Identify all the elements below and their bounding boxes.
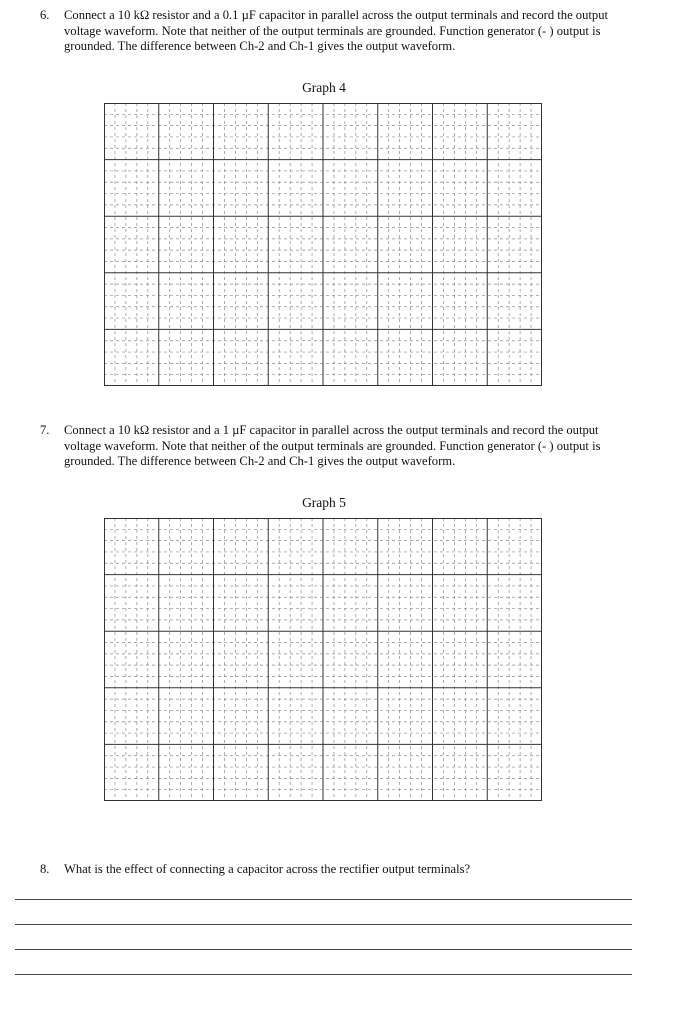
answer-line-2[interactable] [15,924,632,925]
answer-line-3[interactable] [15,949,632,950]
question-6-text: Connect a 10 kΩ resistor and a 0.1 µF capacitor in parallel across the output terminals and record the output voltage waveform. Note that neither of the output terminals are grounded. Function generator (- ) output is grounded. The difference between Ch-2 and Ch-1 gives the output waveform. [64,8,608,53]
question-7-text: Connect a 10 kΩ resistor and a 1 µF capacitor in parallel across the output terminals and record the output voltage waveform. Note that neither of the output terminals are grounded. Function generator (- ) output is grounded. The difference between Ch-2 and Ch-1 gives the output waveform. [64,423,601,468]
graph-5-grid [104,518,542,801]
graph-4-title: Graph 4 [302,80,346,95]
graph-5-title: Graph 5 [302,495,346,510]
answer-line-1[interactable] [15,899,632,900]
question-6-number: 6. [40,8,50,22]
question-8-number: 8. [40,862,50,876]
question-7-number: 7. [40,423,50,437]
graph-4-grid [104,103,542,386]
question-8-text: What is the effect of connecting a capacitor across the rectifier output terminals? [64,862,471,876]
answer-line-4[interactable] [15,974,632,975]
